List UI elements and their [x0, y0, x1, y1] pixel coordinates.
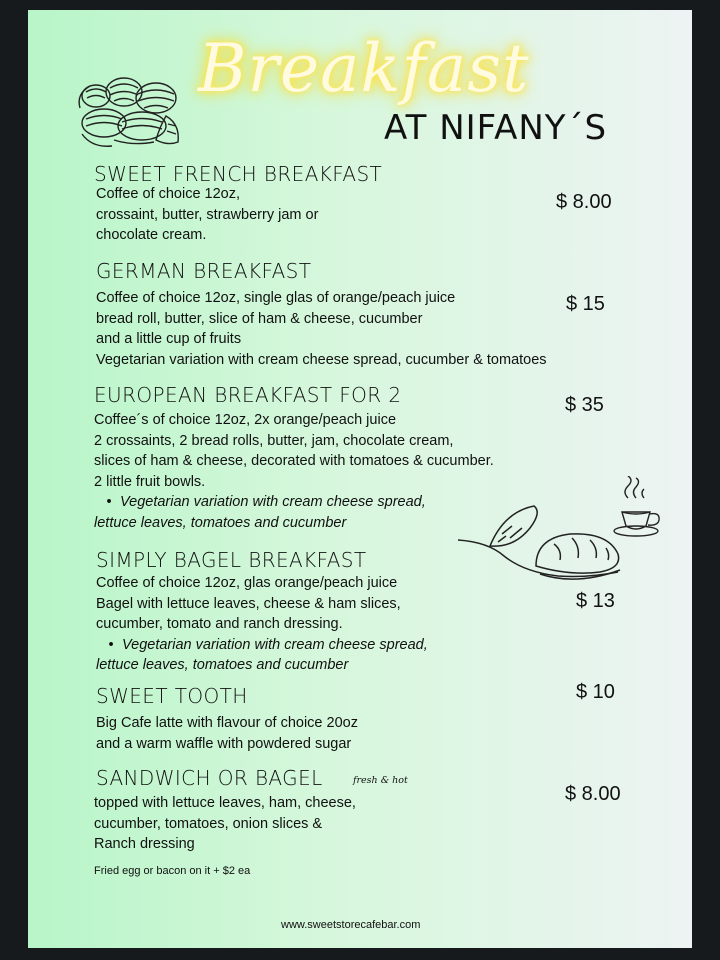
website-link[interactable]: www.sweetstorecafebar.com	[281, 919, 421, 931]
desc-line: and a warm waffle with powdered sugar	[96, 735, 352, 752]
menu-script-title: Breakfast	[198, 30, 530, 107]
desc-line: 2 little fruit bowls.	[94, 473, 206, 490]
price-german: $ 15	[566, 293, 605, 315]
desc-line: Vegetarian variation with cream cheese spread, cucumber & tomatoes	[96, 351, 547, 368]
section-title-sandwich: SANDWICH OR BAGEL	[96, 766, 323, 790]
section-desc-european	[94, 410, 494, 533]
section-title-sweet-french: SWEET FRENCH BREAKFAST	[94, 162, 383, 186]
desc-line: Coffee of choice 12oz, glas orange/peach juice	[96, 575, 398, 591]
desc-line: bread roll, butter, slice of ham & cheese, cucumber	[96, 310, 423, 327]
desc-line: and a little cup of fruits	[96, 331, 242, 347]
veg-note: lettuce leaves, tomatoes and cucumber	[96, 657, 349, 673]
section-title-sweet-tooth: SWEET TOOTH	[96, 684, 248, 708]
section-title-european: EUROPEAN BREAKFAST FOR 2	[94, 383, 402, 407]
menu-page	[28, 10, 692, 948]
bread-basket-icon	[74, 68, 190, 152]
price-sweet-french: $ 8.00	[556, 191, 612, 213]
desc-line: cucumber, tomato and ranch dressing.	[96, 616, 343, 632]
desc-line: chocolate cream.	[96, 227, 207, 243]
section-desc-sweet-tooth	[96, 713, 358, 754]
section-desc-german	[96, 288, 547, 370]
desc-line: Big Cafe latte with flavour of choice 20oz	[96, 715, 358, 731]
price-european: $ 35	[565, 394, 604, 416]
section-desc-bagel	[96, 573, 428, 676]
desc-line: Coffee of choice 12oz, single glas of orange/peach juice	[96, 290, 456, 306]
bread-loaves-icon	[458, 504, 628, 586]
desc-line: Bagel with lettuce leaves, cheese & ham slices,	[96, 595, 401, 612]
desc-line: Coffee of choice 12oz,	[96, 186, 241, 202]
section-tagline-sandwich: fresh & hot	[353, 775, 408, 786]
desc-line: Ranch dressing	[94, 836, 195, 852]
desc-line: crossaint, butter, strawberry jam or	[96, 206, 319, 223]
section-title-bagel: SIMPLY BAGEL BREAKFAST	[96, 548, 367, 572]
veg-note: lettuce leaves, tomatoes and cucumber	[94, 514, 347, 531]
veg-note: • Vegetarian variation with cream cheese spread,	[94, 492, 494, 513]
addon-note: Fried egg or bacon on it + $2 ea	[94, 865, 251, 877]
veg-note: • Vegetarian variation with cream cheese spread,	[96, 635, 428, 656]
price-sandwich: $ 8.00	[565, 783, 621, 805]
price-sweet-tooth: $ 10	[576, 681, 615, 703]
desc-line: cucumber, tomatoes, onion slices &	[94, 815, 323, 832]
section-desc-sweet-french	[96, 184, 318, 246]
menu-subtitle: AT NIFANY´S	[384, 108, 608, 148]
desc-line: Coffee´s of choice 12oz, 2x orange/peach juice	[94, 412, 397, 428]
desc-line: topped with lettuce leaves, ham, cheese,	[94, 795, 356, 811]
desc-line: 2 crossaints, 2 bread rolls, butter, jam, chocolate cream,	[94, 432, 454, 449]
desc-line: slices of ham & cheese, decorated with tomatoes & cucumber.	[94, 453, 494, 469]
section-title-german: GERMAN BREAKFAST	[96, 259, 312, 283]
section-desc-sandwich	[94, 793, 356, 855]
price-bagel: $ 13	[576, 590, 615, 612]
